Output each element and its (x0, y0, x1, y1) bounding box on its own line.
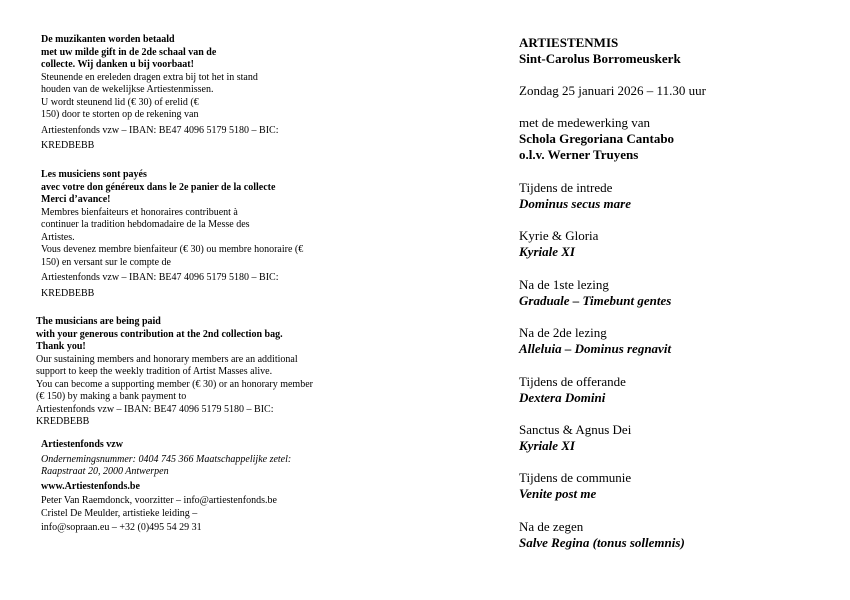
fr-line: continuer la tradition hebdomadaire de la Messe des (41, 219, 250, 230)
nl-line: KREDBEBB (41, 140, 95, 151)
program-piece: Salve Regina (tonus sollemnis) (519, 535, 685, 550)
nl-heading-2: met uw milde gift in de 2de schaal van de (41, 46, 217, 58)
fr-line: Membres bienfaiteurs et honoraires contribuent à (41, 206, 238, 218)
fr-section (41, 169, 303, 300)
program-piece: Dominus secus mare (519, 196, 631, 211)
nl-line: houden van de wekelijkse Artiestenmissen. (41, 84, 214, 95)
en-line: Our sustaining members and honorary members are an additional (36, 353, 298, 365)
fr-heading-1: Les musiciens sont payés (41, 169, 147, 180)
nl-line: Artiestenfonds vzw – IBAN: BE47 4096 5179 5180 – BIC: (41, 124, 279, 136)
choir-director: o.l.v. Werner Truyens (519, 147, 639, 162)
en-line: Artiestenfonds vzw – IBAN: BE47 4096 5179 5180 – BIC: (36, 403, 274, 415)
org-name: Artiestenfonds vzw (41, 439, 123, 450)
fr-heading-3: Merci d’avance! (41, 194, 111, 205)
contact-line: info@sopraan.eu – +32 (0)495 54 29 31 (41, 522, 202, 533)
contact-line: Cristel De Meulder, artistieke leiding – (41, 507, 198, 519)
website-link[interactable]: www.Artiestenfonds.be (41, 480, 140, 492)
mass-date: Zondag 25 januari 2026 – 11.30 uur (519, 83, 706, 98)
company-number: Ondernemingsnummer: 0404 745 366 Maatschappelijke zetel: (41, 453, 292, 465)
program-moment: Na de zegen (519, 519, 584, 534)
en-line: (€ 150) by making a bank payment to (36, 391, 187, 402)
fr-heading-2: avec votre don généreux dans le 2e panier de la collecte (41, 181, 276, 193)
program-piece: Alleluia – Dominus regnavit (519, 341, 672, 356)
fr-line: Artistes. (41, 231, 75, 243)
program-moment: Sanctus & Agnus Dei (519, 422, 632, 437)
program-piece: Kyriale XI (519, 244, 575, 259)
program-moment: Tijdens de offerande (519, 374, 626, 389)
en-section (36, 316, 313, 429)
program-moment: Tijdens de communie (519, 470, 632, 485)
nl-line: Steunende en ereleden dragen extra bij tot het in stand (41, 71, 258, 83)
nl-line: 150) door te storten op de rekening van (41, 109, 199, 120)
program-moment: Na de 2de lezing (519, 325, 607, 340)
nl-heading-3: collecte. Wij danken u bij voorbaat! (41, 59, 194, 70)
nl-section (41, 34, 279, 153)
fr-line: 150) en versant sur le compte de (41, 256, 171, 268)
nl-heading-1: De muzikanten worden betaald (41, 34, 175, 45)
fr-line: Vous devenez membre bienfaiteur (€ 30) ou membre honoraire (€ (41, 244, 304, 255)
program-piece: Graduale – Timebunt gentes (519, 293, 672, 308)
nl-line: U wordt steunend lid (€ 30) of erelid (€ (41, 96, 199, 108)
choir-name: Schola Gregoriana Cantabo (519, 131, 675, 146)
en-heading-3: Thank you! (36, 341, 86, 352)
page-title: ARTIESTENMIS (519, 35, 619, 50)
church-name: Sint-Carolus Borromeuskerk (519, 51, 681, 66)
program-piece: Kyriale XI (519, 438, 575, 453)
contact-line: Peter Van Raemdonck, voorzitter – info@artiestenfonds.be (41, 495, 277, 506)
program-piece: Dextera Domini (519, 390, 606, 405)
fr-line: Artiestenfonds vzw – IBAN: BE47 4096 5179 5180 – BIC: (41, 272, 279, 283)
with-collaboration: met de medewerking van (519, 115, 651, 130)
program-moment: Tijdens de intrede (519, 180, 613, 195)
registered-address: Raapstraat 20, 2000 Antwerpen (41, 466, 169, 477)
en-line: KREDBEBB (36, 416, 90, 427)
en-line: You can become a supporting member (€ 30) or an honorary member (36, 378, 313, 390)
en-heading-1: The musicians are being paid (36, 316, 161, 327)
program-piece: Venite post me (519, 486, 597, 501)
footer-section (41, 439, 291, 535)
en-heading-2: with your generous contribution at the 2nd collection bag. (36, 328, 283, 340)
fr-line: KREDBEBB (41, 287, 95, 299)
program-moment: Kyrie & Gloria (519, 228, 599, 243)
program-moment: Na de 1ste lezing (519, 277, 609, 292)
en-line: support to keep the weekly tradition of Artist Masses alive. (36, 366, 273, 377)
